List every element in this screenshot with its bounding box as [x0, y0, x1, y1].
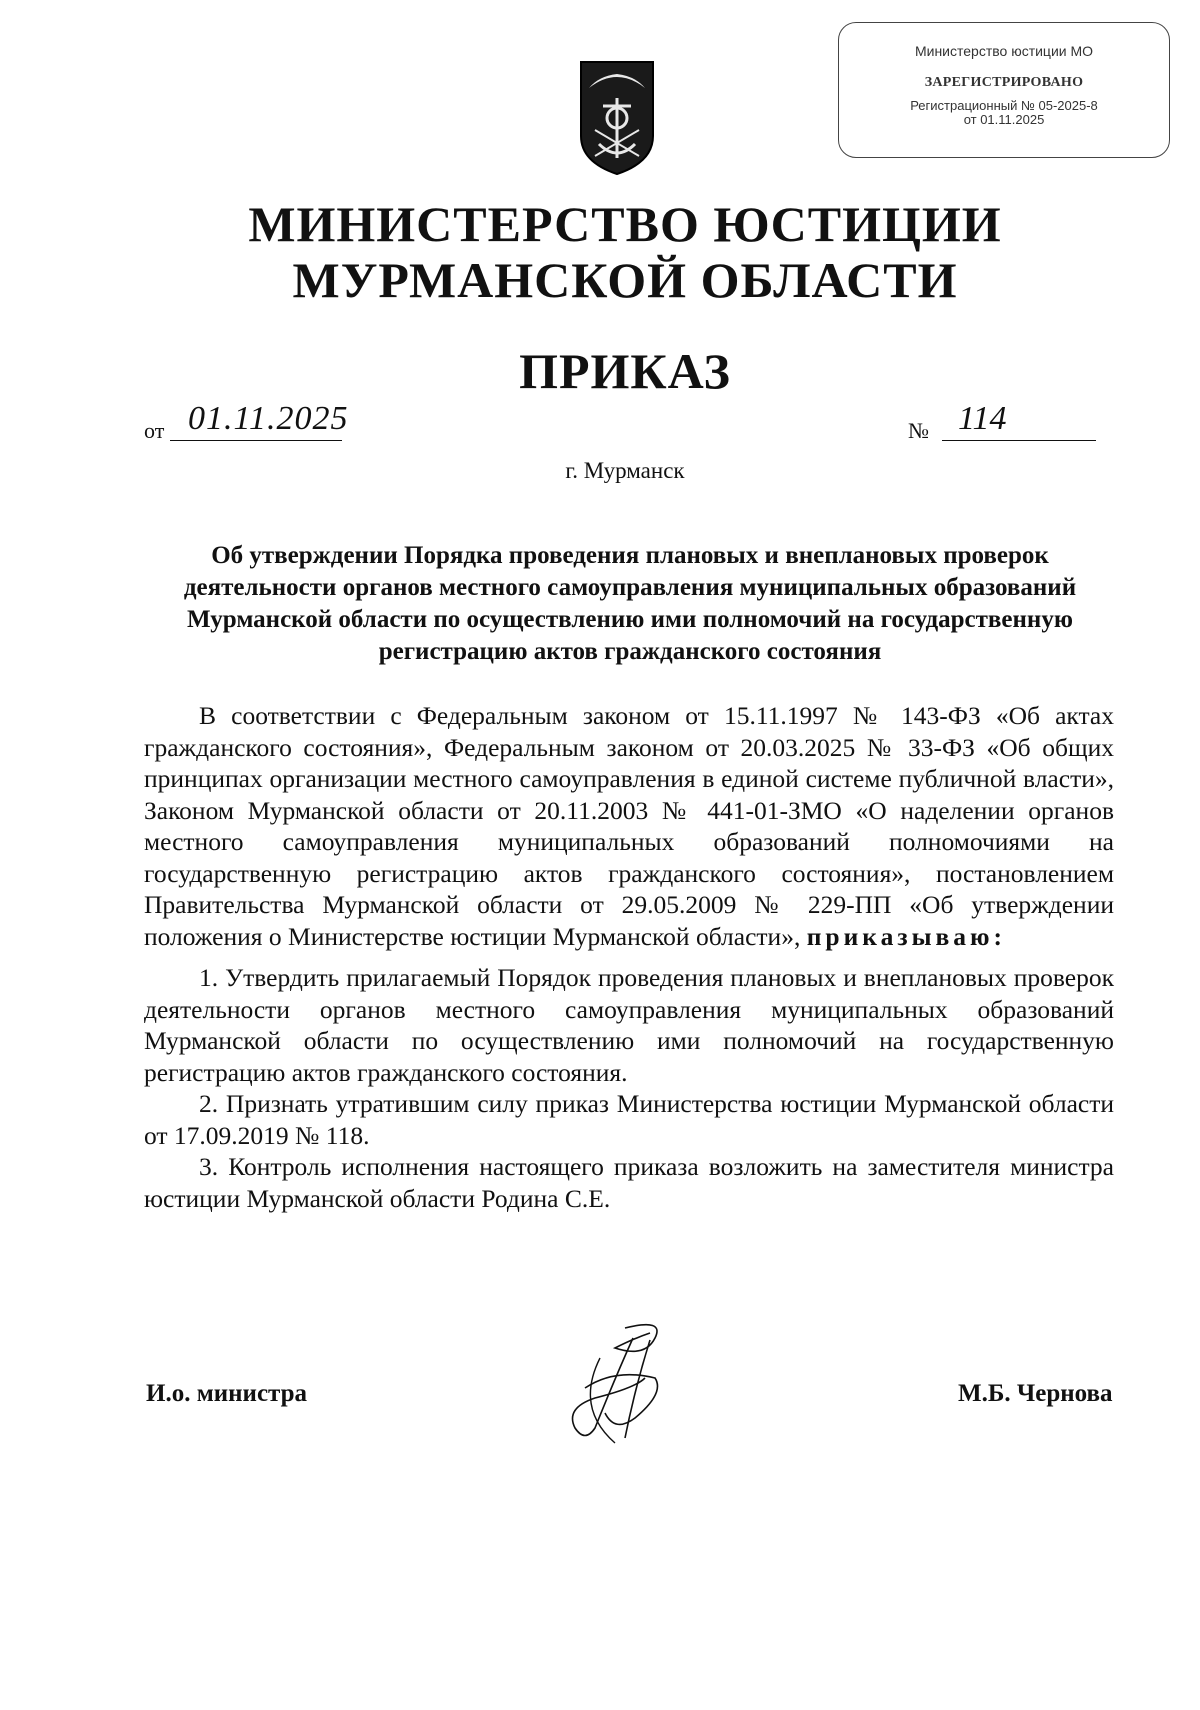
stamp-reg-date: от 01.11.2025 — [963, 112, 1045, 127]
order-item-2: 2. Признать утратившим силу приказ Министерства юстиции Мурманской области от 17.09.2019 № 118. — [144, 1089, 1114, 1150]
coat-of-arms-icon — [577, 58, 657, 178]
document-body — [144, 700, 1114, 1214]
date-label: от — [144, 418, 165, 443]
order-item-1: 1. Утвердить прилагаемый Порядок проведения плановых и внеплановых проверок деятельности органов местного самоуправления муниципальных образований Мурманской области по осуществлению ими полномочий на государственную регистрацию актов гражданского состояния. — [144, 963, 1114, 1087]
document-type: ПРИКАЗ — [519, 343, 731, 399]
stamp-org: Министерство юстиции МО — [914, 43, 1094, 59]
document-title: Об утверждении Порядка проведения плановых и внеплановых проверок деятельности органов местного самоуправления муниципальных образований Мурманской области по осуществлению ими полномочий на государственную регистрацию актов гражданского состояния — [183, 542, 1077, 665]
preamble-paragraph — [144, 700, 1114, 952]
command-word: приказываю: — [806, 921, 1006, 951]
stamp-status: ЗАРЕГИСТРИРОВАНО — [924, 75, 1084, 90]
number-value: 114 — [958, 400, 1007, 437]
date-value: 01.11.2025 — [188, 400, 349, 437]
preamble-text: В соответствии с Федеральным законом от 15.11.1997 № 143-ФЗ «Об актах гражданского состояния», Федеральным законом от 20.03.2025 № 33-ФЗ «Об общих принципах организации местного самоуправления в единой системе публичной власти», Законом Мурманской области от 20.11.2003 № 441-01-ЗМО «О наделении органов местного самоуправления муниципальных образований полномочиями на государственную регистрацию актов гражданского состояния», постановлением Правительства Мурманской области от 29.05.2009 № 229-ПП «Об утверждении положения о Министерстве юстиции Мурманской области», — [144, 701, 1114, 951]
handwritten-signature-icon — [555, 1318, 685, 1448]
ministry-name-line2: МУРМАНСКОЙ ОБЛАСТИ — [292, 252, 958, 308]
registration-stamp — [838, 22, 1170, 158]
city: г. Мурманск — [565, 458, 685, 483]
signatory-name: М.Б. Чернова — [958, 1380, 1113, 1407]
number-underline — [942, 440, 1096, 441]
number-label: № — [908, 418, 929, 443]
stamp-reg-number: Регистрационный № 05-2025-8 — [910, 98, 1098, 113]
ministry-name — [0, 196, 1200, 308]
date-underline — [170, 440, 342, 441]
order-item-3: 3. Контроль исполнения настоящего приказа возложить на заместителя министра юстиции Мурманской области Родина С.Е. — [144, 1152, 1114, 1213]
ministry-name-line1: МИНИСТЕРСТВО ЮСТИЦИИ — [248, 196, 1002, 252]
signatory-position: И.о. министра — [146, 1380, 308, 1407]
